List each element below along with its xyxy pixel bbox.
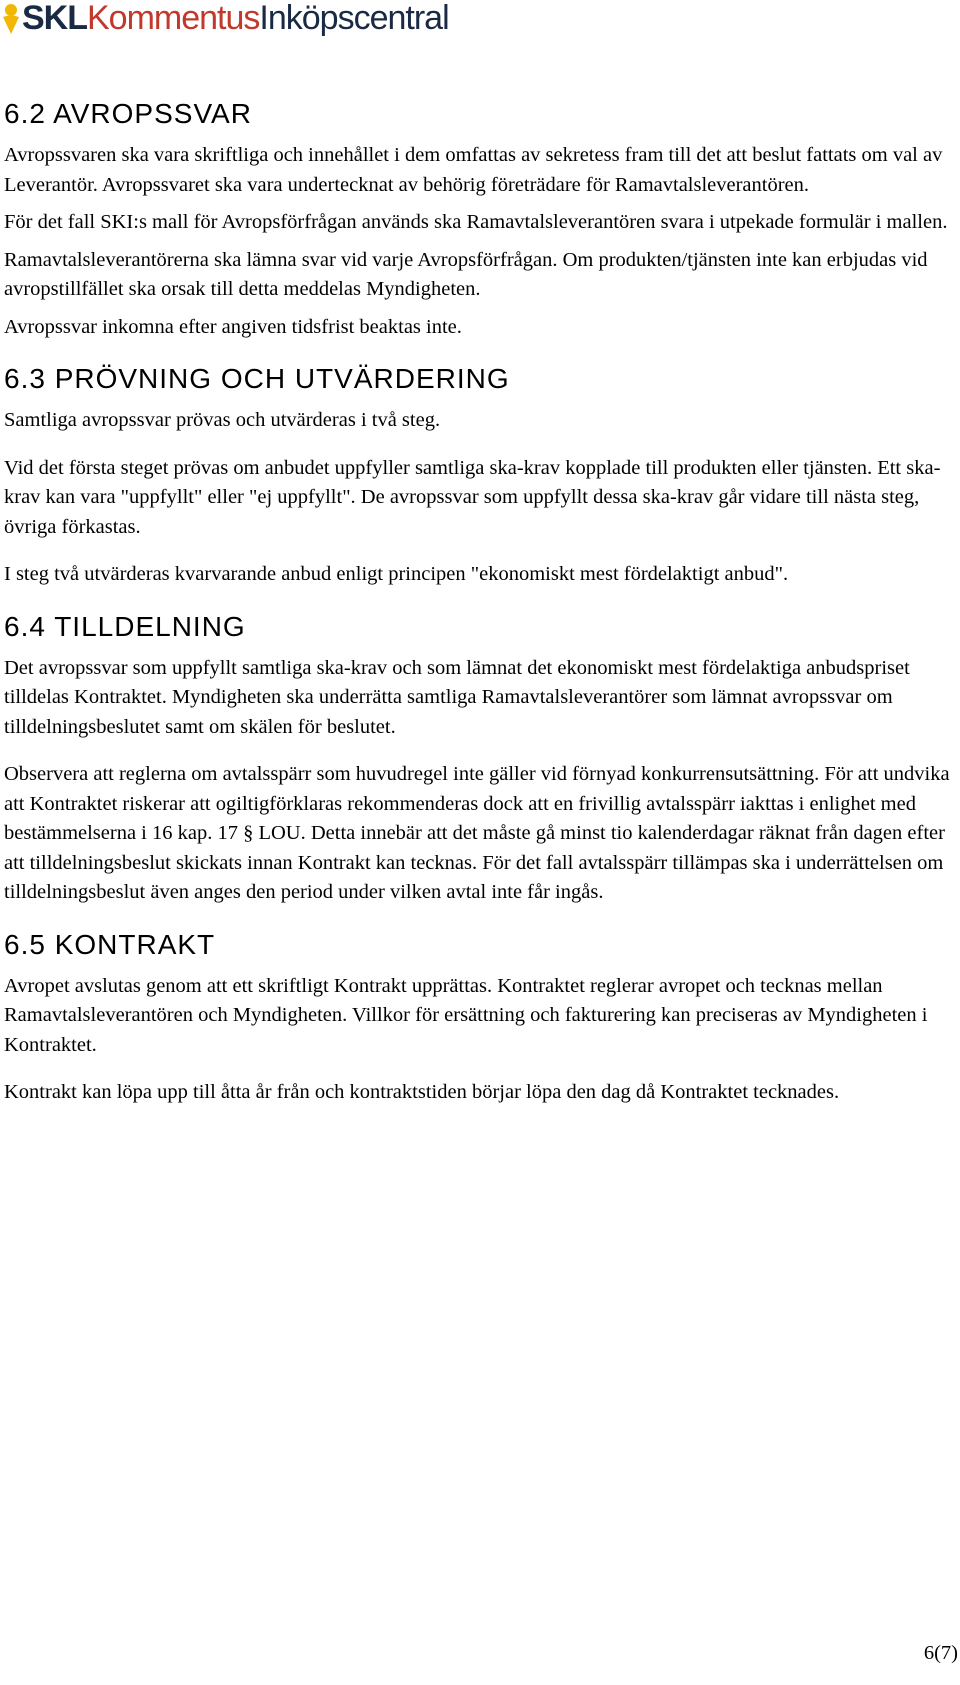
person-pin-icon bbox=[0, 2, 22, 36]
section-heading: 6.5 KONTRAKT bbox=[4, 928, 216, 960]
section-heading: 6.2 AVROPSSVAR bbox=[4, 98, 252, 129]
document-body bbox=[4, 95, 956, 1108]
paragraph: Vid det första steget prövas om anbudet uppfyller samtliga ska-krav kopplade till produkten eller tjänsten. Ett ska-krav kan vara "uppfyllt" eller "ej uppfyllt". De avropssvar som uppfyllt dessa ska-krav går vidare till nästa steg, övriga förkastas. bbox=[4, 456, 941, 538]
paragraph: Ramavtalsleverantörerna ska lämna svar vid varje Avropsförfrågan. Om produkten/tjänsten inte kan erbjudas vid avropstillfället ska orsak till detta meddelas Myndigheten. bbox=[4, 248, 928, 300]
paragraph: Avropssvaren ska vara skriftliga och innehållet i dem omfattas av sekretess fram till det att beslut fattats om val av Leverantör. Avropssvaret ska vara undertecknat av behörig företrädare för Ramavtalsleverantören. bbox=[4, 144, 943, 196]
paragraph: Avropssvar inkomna efter angiven tidsfrist beaktas inte. bbox=[4, 315, 462, 338]
paragraph: Kontrakt kan löpa upp till åtta år från och kontraktstiden börjar löpa den dag då Kontraktet tecknades. bbox=[4, 1081, 840, 1103]
paragraph: Samtliga avropssvar prövas och utvärderas i två steg. bbox=[4, 409, 441, 431]
logo-part-kommentus: Kommentus bbox=[87, 0, 260, 37]
logo-wordmark bbox=[22, 0, 449, 38]
logo-part-skl: SKL bbox=[22, 0, 87, 37]
paragraph: Observera att reglerna om avtalsspärr som huvudregel inte gäller vid förnyad konkurrensutsättning. För att undvika att Kontraktet riskerar att ogiltigförklaras rekommenderas dock att en frivillig avtalsspärr iakttas i enlighet med bestämmelserna i 16 kap. 17 § LOU. Detta innebär att det måste gå minst tio kalenderdagar räknat från dagen efter att tilldelningsbeslut skickats innan Kontrakt kan tecknas. För det fall avtalsspärr tillämpas ska i underrättelsen om tilldelningsbeslut även anges den period under vilken avtal inte får ingås. bbox=[4, 763, 950, 903]
paragraph: Det avropssvar som uppfyllt samtliga ska-krav och som lämnat det ekonomiskt mest fördelaktiga anbudspriset tilldelas Kontraktet. Myndigheten ska underrätta samtliga Ramavtalsleverantörer som lämnat avropssvar om tilldelningsbeslutet samt om skälen för beslutet. bbox=[4, 656, 910, 738]
section-6-2 bbox=[4, 95, 956, 342]
paragraph: För det fall SKI:s mall för Avropsförfrågan används ska Ramavtalsleverantören svara i utpekade formulär i mallen. bbox=[4, 211, 948, 233]
section-6-4 bbox=[4, 608, 956, 908]
section-heading: 6.4 TILLDELNING bbox=[4, 610, 246, 642]
section-6-3 bbox=[4, 360, 956, 590]
logo-part-inkopscentral: Inköpscentral bbox=[259, 0, 449, 37]
page-number: 6(7) bbox=[923, 1642, 958, 1664]
paragraph: Avropet avslutas genom att ett skriftligt Kontrakt upprättas. Kontraktet reglerar avropet och tecknas mellan Ramavtalsleverantören och Myndigheten. Villkor för ersättning och fakturering kan preciseras av Myndigheten i Kontraktet. bbox=[4, 974, 928, 1056]
paragraph: I steg två utvärderas kvarvarande anbud enligt principen "ekonomiskt mest fördelaktigt anbud". bbox=[4, 563, 789, 585]
section-heading: 6.3 PRÖVNING OCH UTVÄRDERING bbox=[4, 363, 510, 394]
section-6-5 bbox=[4, 926, 956, 1108]
